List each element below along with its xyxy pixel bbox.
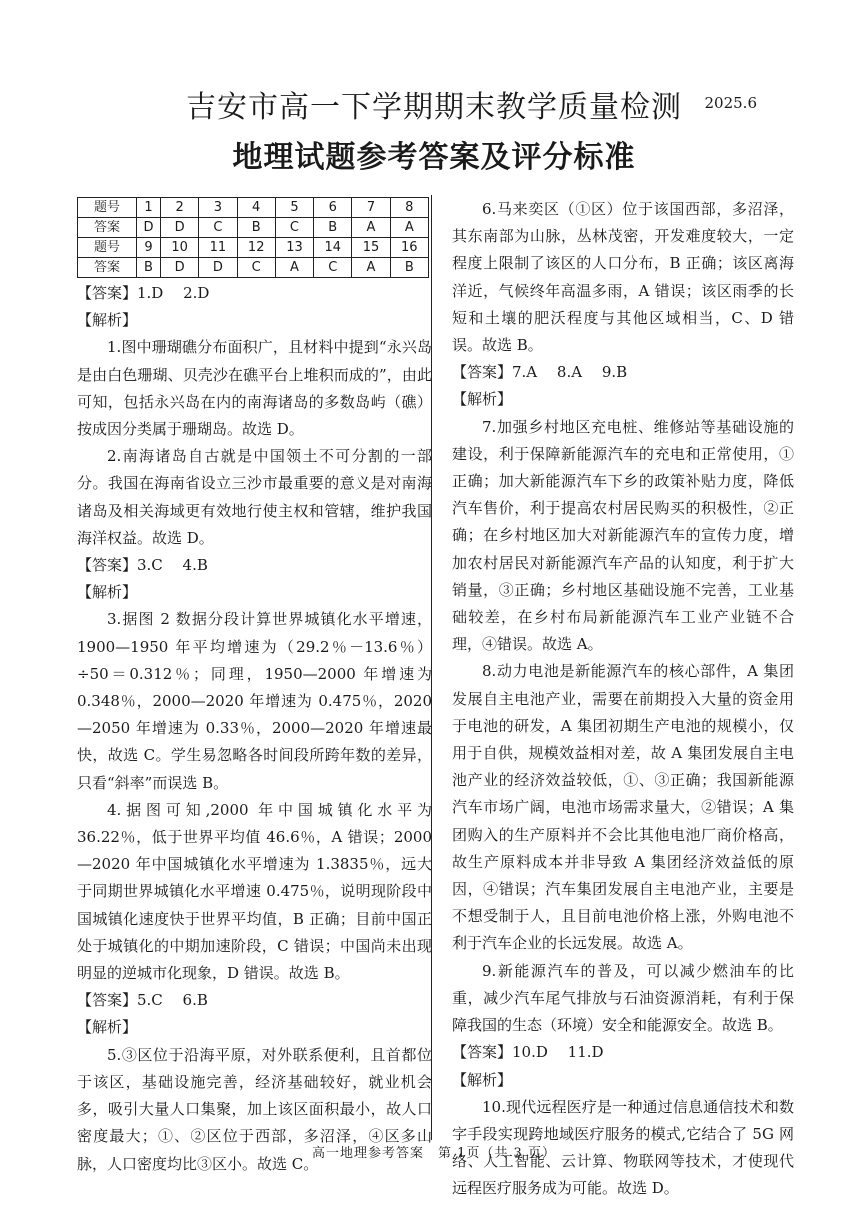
analysis-label: 【解析】 <box>77 1018 138 1037</box>
answer-table-cell: 16 <box>390 238 428 258</box>
answer-table-cell: 12 <box>237 238 275 258</box>
exam-date: 2025.6 <box>704 94 757 112</box>
answer-table-row <box>78 238 429 258</box>
answer-table-cell: 8 <box>390 198 428 218</box>
analysis-label: 【解析】 <box>77 583 138 602</box>
answer-table-cell: 5 <box>275 198 313 218</box>
analysis-paragraph: 2.南海诸岛自古就是中国领土不可分割的一部分。我国在海南省设立三沙市最重要的意义是对南海诸岛及相关海域更有效地行使主权和管辖，维护我国海洋权益。故选 D。 <box>77 447 432 547</box>
answer-line: 【答案】1.D 2.D <box>77 284 210 302</box>
answer-table-row <box>78 218 429 238</box>
answer-table-cell: 15 <box>352 238 390 258</box>
answer-line: 【答案】3.C 4.B <box>77 556 208 575</box>
analysis-paragraph: 1.图中珊瑚礁分布面积广，且材料中提到“永兴岛是由白色珊瑚、贝壳沙在礁平台上堆积而成的”，由此可知，包括永兴岛在内的南海诸岛的多数岛屿（礁）按成因分类属于珊瑚岛。故选 D。 <box>77 338 432 439</box>
answer-table-row <box>78 198 429 218</box>
analysis-label: 【解析】 <box>452 390 513 409</box>
analysis-label: 【解析】 <box>452 1070 513 1089</box>
answer-table-header-cell: 题号 <box>78 198 137 218</box>
analysis-paragraph: 9.新能源汽车的普及，可以减少燃油车的比重，减少汽车尾气排放与石油资源消耗，有利于保障我国的生态（环境）安全和能源安全。故选 B。 <box>452 961 794 1035</box>
answer-table-cell: 9 <box>137 238 161 258</box>
answer-table-cell: 1 <box>137 198 161 218</box>
exam-title: 吉安市高一下学期期末教学质量检测 <box>186 90 682 125</box>
answer-table-cell: C <box>237 258 275 278</box>
page-footer: 高一地理参考答案 第 1页（共 3 页） <box>312 1146 556 1161</box>
answer-table-cell: 11 <box>199 238 237 258</box>
title-wrap <box>186 82 757 126</box>
answer-line: 【答案】5.C 6.B <box>77 991 208 1010</box>
answer-table-cell: 7 <box>352 198 390 218</box>
answer-table-header-cell: 答案 <box>78 258 137 278</box>
answer-table-cell: B <box>314 218 352 238</box>
page-subtitle: 地理试题参考答案及评分标准 <box>232 140 636 175</box>
answer-table-cell: A <box>275 258 313 278</box>
answer-table-cell: 3 <box>199 198 237 218</box>
analysis-paragraph: 6.马来奕区（①区）位于该国西部，多沼泽，其东南部为山脉，丛林茂密，开发难度较大，一定程度上限制了该区的人口分布，B 正确；该区离海洋近，气候终年高温多雨，A 错误；该区雨季的长短和土壤的肥沃程度与其他区域相当，C、D 错误。故选 B。 <box>452 200 794 355</box>
answer-table-cell: 13 <box>275 238 313 258</box>
answer-table-cell: C <box>275 218 313 238</box>
analysis-label: 【解析】 <box>77 311 138 330</box>
analysis-paragraph: 8.动力电池是新能源汽车的核心部件，A 集团发展自主电池产业，需要在前期投入大量的资金用于电池的研发，A 集团初期生产电池的规模小，仅用于自供，规模效益相对差，故 A 集团发展自主电池产业的经济效益较低，①、③正确；我国新能源汽车市场广阔，电池市场需求量大，②错误；A 集团购入的生产原料并不会比其他电池厂商价格高，故生产原料成本并非导致 A 集团经济效益低的原因，④错误；汽车集团发展自主电池产业，主要是不想受制于人，且目前电池价格上涨，外购电池不利于汽车企业的长远发展。故选 A。 <box>452 662 794 953</box>
answer-table-cell: B <box>390 258 428 278</box>
answer-table-cell: D <box>199 258 237 278</box>
analysis-paragraph: 7.加强乡村地区充电桩、维修站等基础设施的建设，利于保障新能源汽车的充电和正常使用，①正确；加大新能源汽车下乡的政策补贴力度，降低汽车售价，利于提高农村居民购买的积极性，②正确；在乡村地区加大对新能源汽车的宣传力度，增加农村居民对新能源汽车产品的认知度，利于扩大销量，③正确；乡村地区基础设施不完善，工业基础较差，在乡村布局新能源汽车工业产业链不合理，④错误。故选 A。 <box>452 417 794 654</box>
left-column <box>77 196 432 1178</box>
answer-line: 【答案】7.A 8.A 9.B <box>452 363 628 382</box>
answer-table-cell: B <box>237 218 275 238</box>
answer-table-cell: A <box>390 218 428 238</box>
left-content <box>77 280 432 1178</box>
answer-table-cell: 2 <box>161 198 199 218</box>
right-content <box>452 196 794 1203</box>
analysis-paragraph: 10.现代远程医疗是一种通过信息通信技术和数字手段实现跨地域医疗服务的模式,它结合了 5G 网络、人工智能、云计算、物联网等技术，才使现代远程医疗服务成为可能。故选 D。 <box>452 1097 794 1198</box>
answer-table-cell: B <box>137 258 161 278</box>
answer-table-cell: D <box>161 258 199 278</box>
answer-table-cell: 6 <box>314 198 352 218</box>
page-title <box>0 82 868 126</box>
analysis-paragraph: 4.据图可知,2000 年中国城镇化水平为 36.22％，低于世界平均值 46.6％，A 错误；2000—2020 年中国城镇化水平增速为 1.3835％，远大于同期世界城镇化水平增速 0.475％，说明现阶段中国城镇化速度快于世界平均值，B 正确；目前中国正处于城镇化的中期加速阶段，C 错误；中国尚未出现明显的逆城市化现象，D 错误。故选 B。 <box>77 800 432 983</box>
analysis-paragraph: 5.③区位于沿海平原，对外联系便利，且首都位于该区，基础设施完善，经济基础较好，就业机会多，吸引大量人口集聚，加上该区面积最小，故人口密度最大；①、②区位于西部，多沼泽，④区多山脉，人口密度均比③区小。故选 C。 <box>77 1045 432 1173</box>
answer-table-row <box>78 258 429 278</box>
answer-table-header-cell: 答案 <box>78 218 137 238</box>
answer-line: 【答案】10.D 11.D <box>452 1043 604 1062</box>
answer-table-cell: D <box>137 218 161 238</box>
analysis-paragraph: 3.据图 2 数据分段计算世界城镇化水平增速，1900—1950 年平均增速为（29.2％－13.6％）÷50＝0.312％；同理，1950—2000 年增速为 0.348％，2000—2020 年增速为 0.475％，2020—2050 年增速为 0.33％，2000—2020 年增速最快，故选 C。学生易忽略各时间段所跨年数的差异，只看“斜率”而误选 B。 <box>77 610 432 792</box>
answer-table <box>77 197 429 278</box>
answer-table-cell: 14 <box>314 238 352 258</box>
answer-table-cell: A <box>352 258 390 278</box>
answer-table-header-cell: 题号 <box>78 238 137 258</box>
answer-table-cell: C <box>199 218 237 238</box>
answer-table-cell: C <box>314 258 352 278</box>
answer-table-cell: A <box>352 218 390 238</box>
answer-table-cell: 4 <box>237 198 275 218</box>
right-column <box>452 196 794 1203</box>
answer-table-cell: D <box>161 218 199 238</box>
answer-table-cell: 10 <box>161 238 199 258</box>
